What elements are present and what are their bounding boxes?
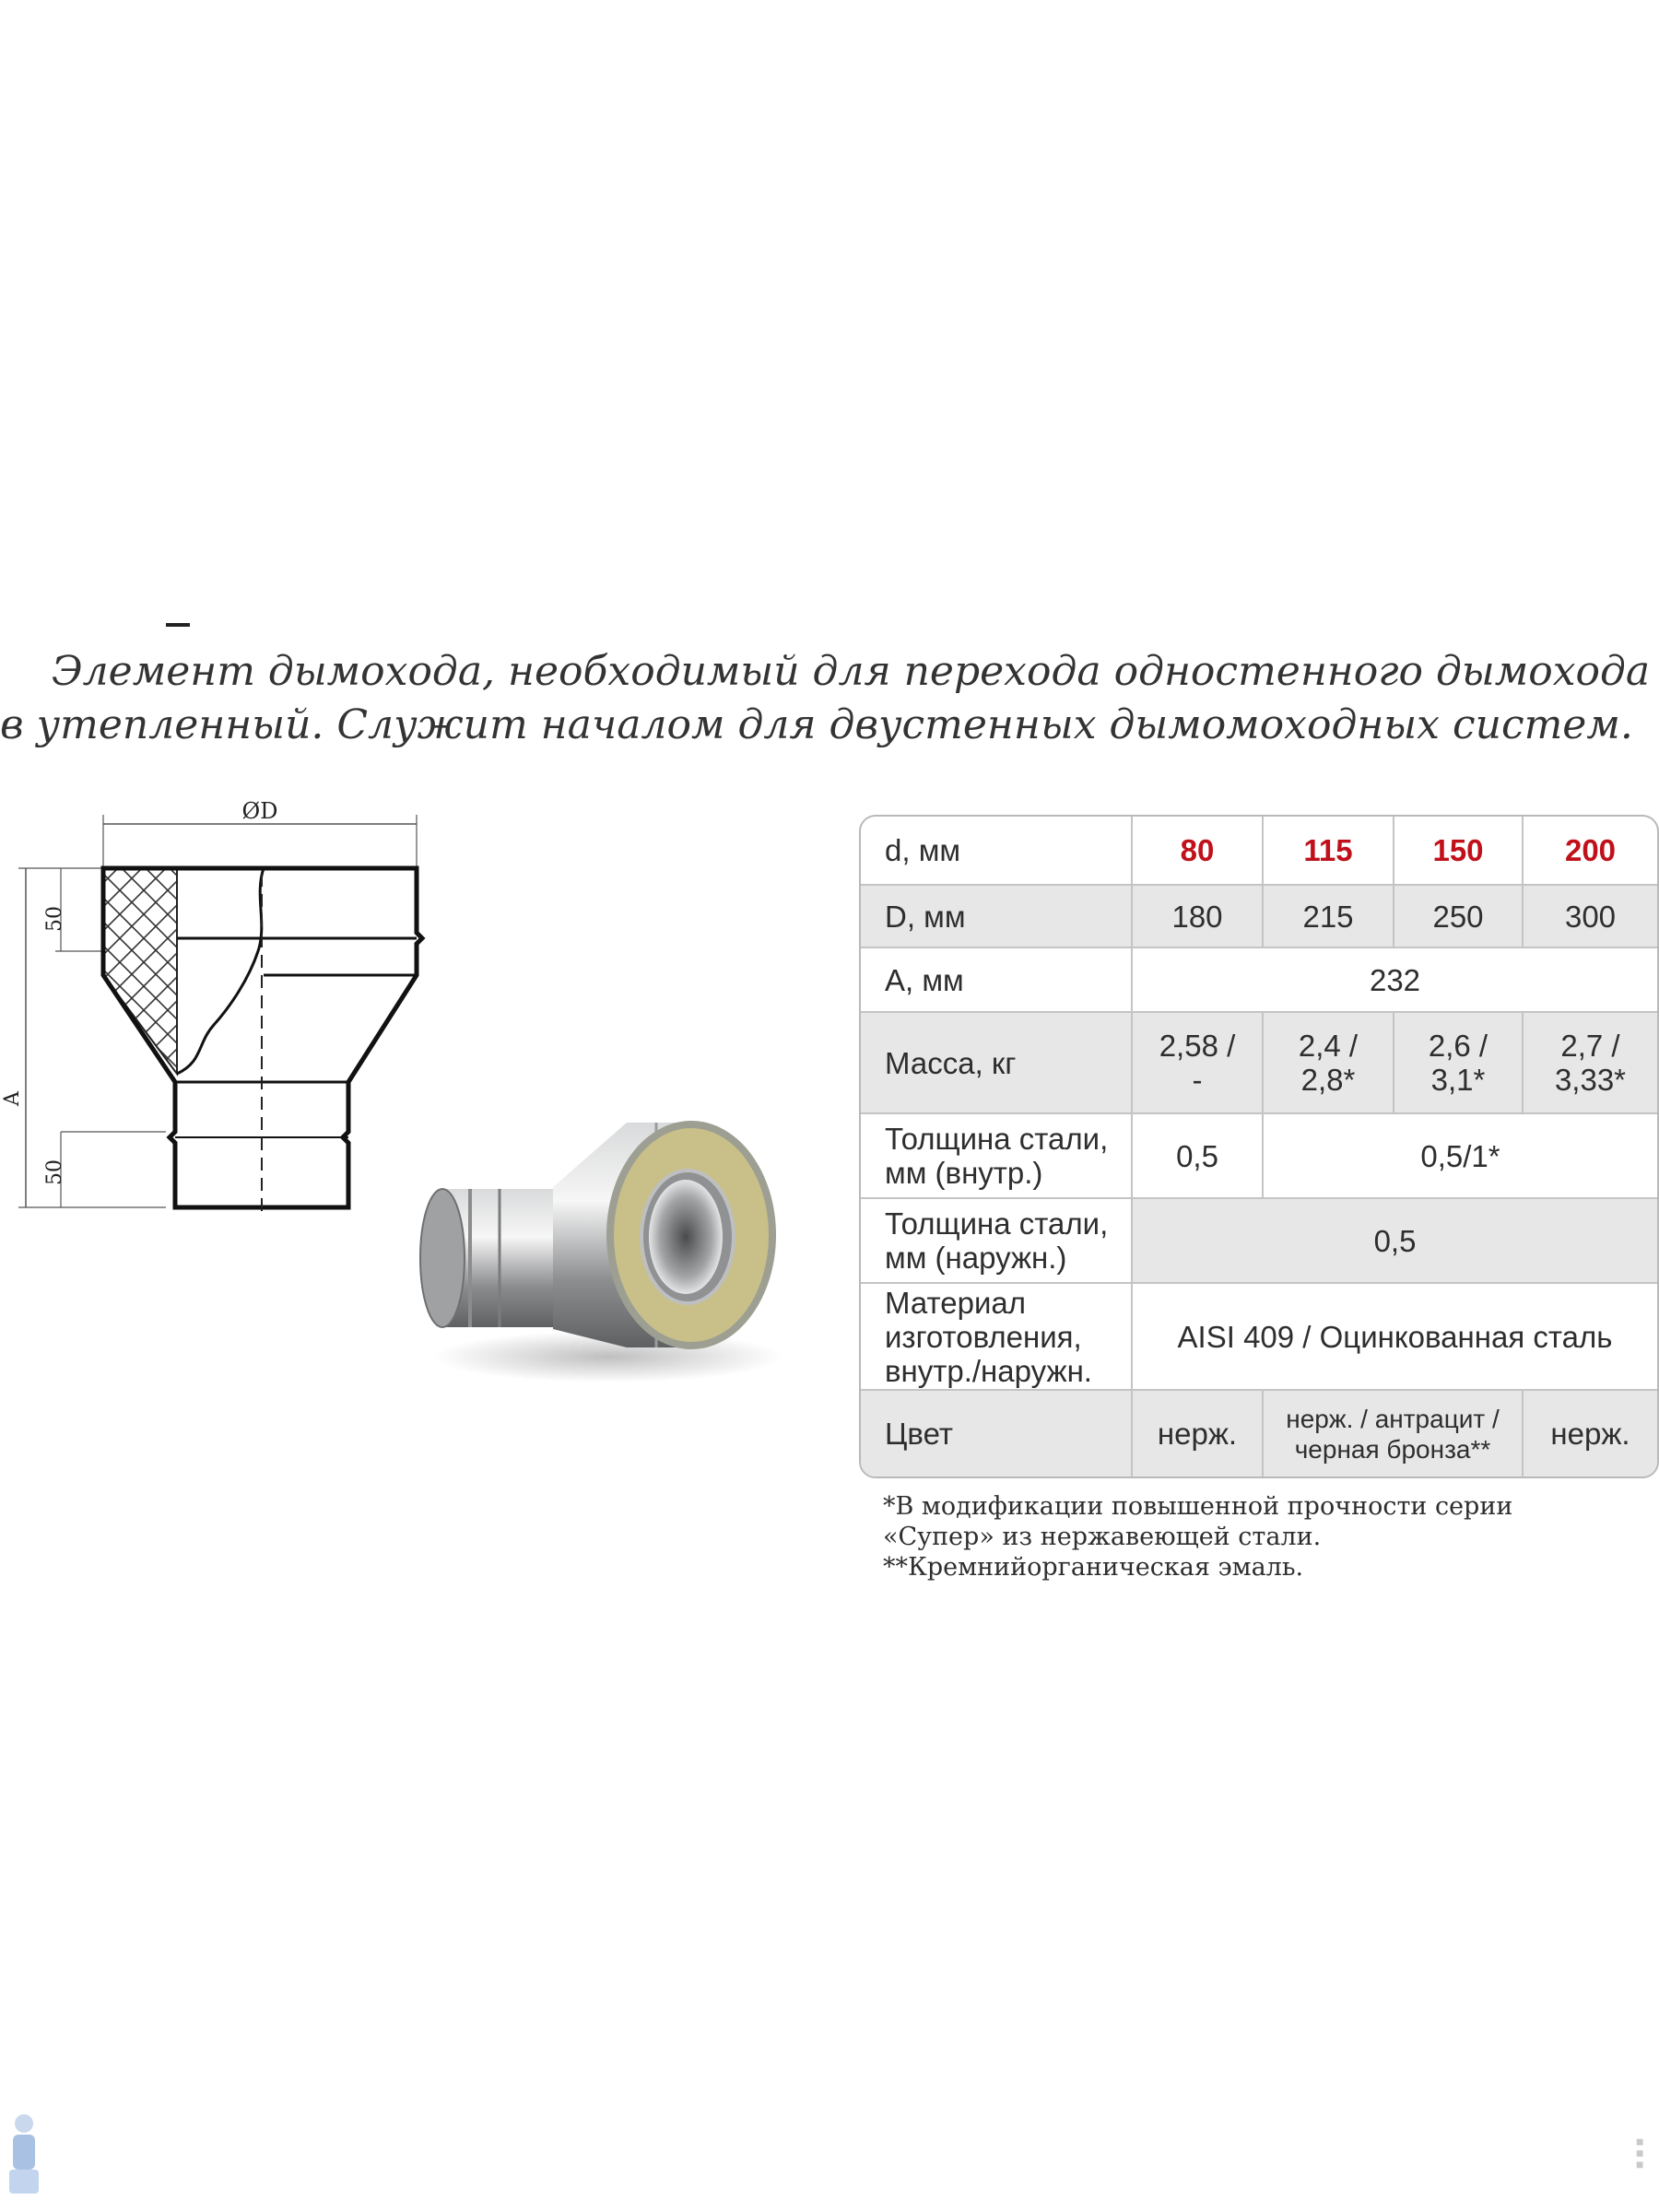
spec-table	[859, 815, 1659, 1478]
footnotes	[883, 1491, 1620, 1583]
table-row	[861, 1113, 1657, 1198]
cell-d-80: 80	[1132, 817, 1263, 885]
watermark: ■ ■ ■	[1633, 2138, 1648, 2170]
row-label-thickness-outer: Толщина стали, мм (наружн.)	[861, 1198, 1132, 1283]
cell-thickness-outer: 0,5	[1132, 1198, 1657, 1283]
cell-color-1: нерж.	[1132, 1390, 1263, 1477]
row-label-A: A, мм	[861, 947, 1132, 1012]
heading-line-2: в утепленный. Служит началом для двустенных дымомоходных систем.	[0, 701, 1633, 748]
cell-A: 232	[1132, 947, 1657, 1012]
cell-color-3: нерж.	[1523, 1390, 1657, 1477]
row-label-mass: Масса, кг	[861, 1012, 1132, 1113]
row-label-material: Материал изготовления, внутр./наружн.	[861, 1283, 1132, 1390]
mascot-logo	[4, 2111, 44, 2203]
table-row	[861, 1012, 1657, 1113]
dim-height-label: A	[1, 1091, 24, 1106]
cell-mass-4: 2,7 / 3,33*	[1523, 1012, 1657, 1113]
row-label-D: D, мм	[861, 885, 1132, 947]
cell-mass-2: 2,4 / 2,8*	[1263, 1012, 1394, 1113]
footnote-2: «Супер» из нержавеющей стали.	[883, 1523, 1322, 1551]
row-label-d: d, мм	[861, 817, 1132, 885]
technical-drawing	[0, 794, 433, 1228]
cell-color-2: нерж. / антрацит / черная бронза**	[1263, 1390, 1523, 1477]
cell-D-2: 215	[1263, 885, 1394, 947]
heading-dash	[166, 623, 190, 627]
cell-mass-1: 2,58 / -	[1132, 1012, 1263, 1113]
cell-mass-3: 2,6 / 3,1*	[1394, 1012, 1523, 1113]
product-photo	[415, 1078, 783, 1392]
cell-d-115: 115	[1263, 817, 1394, 885]
row-label-thickness-inner: Толщина стали, мм (внутр.)	[861, 1113, 1132, 1198]
inner-bore	[649, 1180, 723, 1294]
cell-material: AISI 409 / Оцинкованная сталь	[1132, 1283, 1657, 1390]
cell-D-4: 300	[1523, 885, 1657, 947]
table-row	[861, 1198, 1657, 1283]
diameter-label: ØD	[241, 798, 278, 824]
dim-top-label: 50	[43, 906, 66, 932]
table-row	[861, 947, 1657, 1012]
table-row	[861, 817, 1657, 885]
description-heading	[0, 645, 1651, 752]
table-row	[861, 885, 1657, 947]
table-row	[861, 1390, 1657, 1477]
cell-d-150: 150	[1394, 817, 1523, 885]
footnote-1: *В модификации повышенной прочности серии	[883, 1492, 1513, 1521]
table-row	[861, 1283, 1657, 1390]
cell-D-3: 250	[1394, 885, 1523, 947]
cutaway-edge	[177, 868, 264, 1074]
cell-thickness-inner-2: 0,5/1*	[1263, 1113, 1657, 1198]
insulation-section	[103, 868, 177, 1074]
dim-bottom-label: 50	[43, 1159, 66, 1185]
row-label-color: Цвет	[861, 1390, 1132, 1477]
footnote-3: **Кремнийорганическая эмаль.	[883, 1553, 1304, 1582]
cell-d-200: 200	[1523, 817, 1657, 885]
cell-thickness-inner-1: 0,5	[1132, 1113, 1263, 1198]
heading-line-1: Элемент дымохода, необходимый для перехода одностенного дымохода	[52, 648, 1651, 695]
cell-D-1: 180	[1132, 885, 1263, 947]
